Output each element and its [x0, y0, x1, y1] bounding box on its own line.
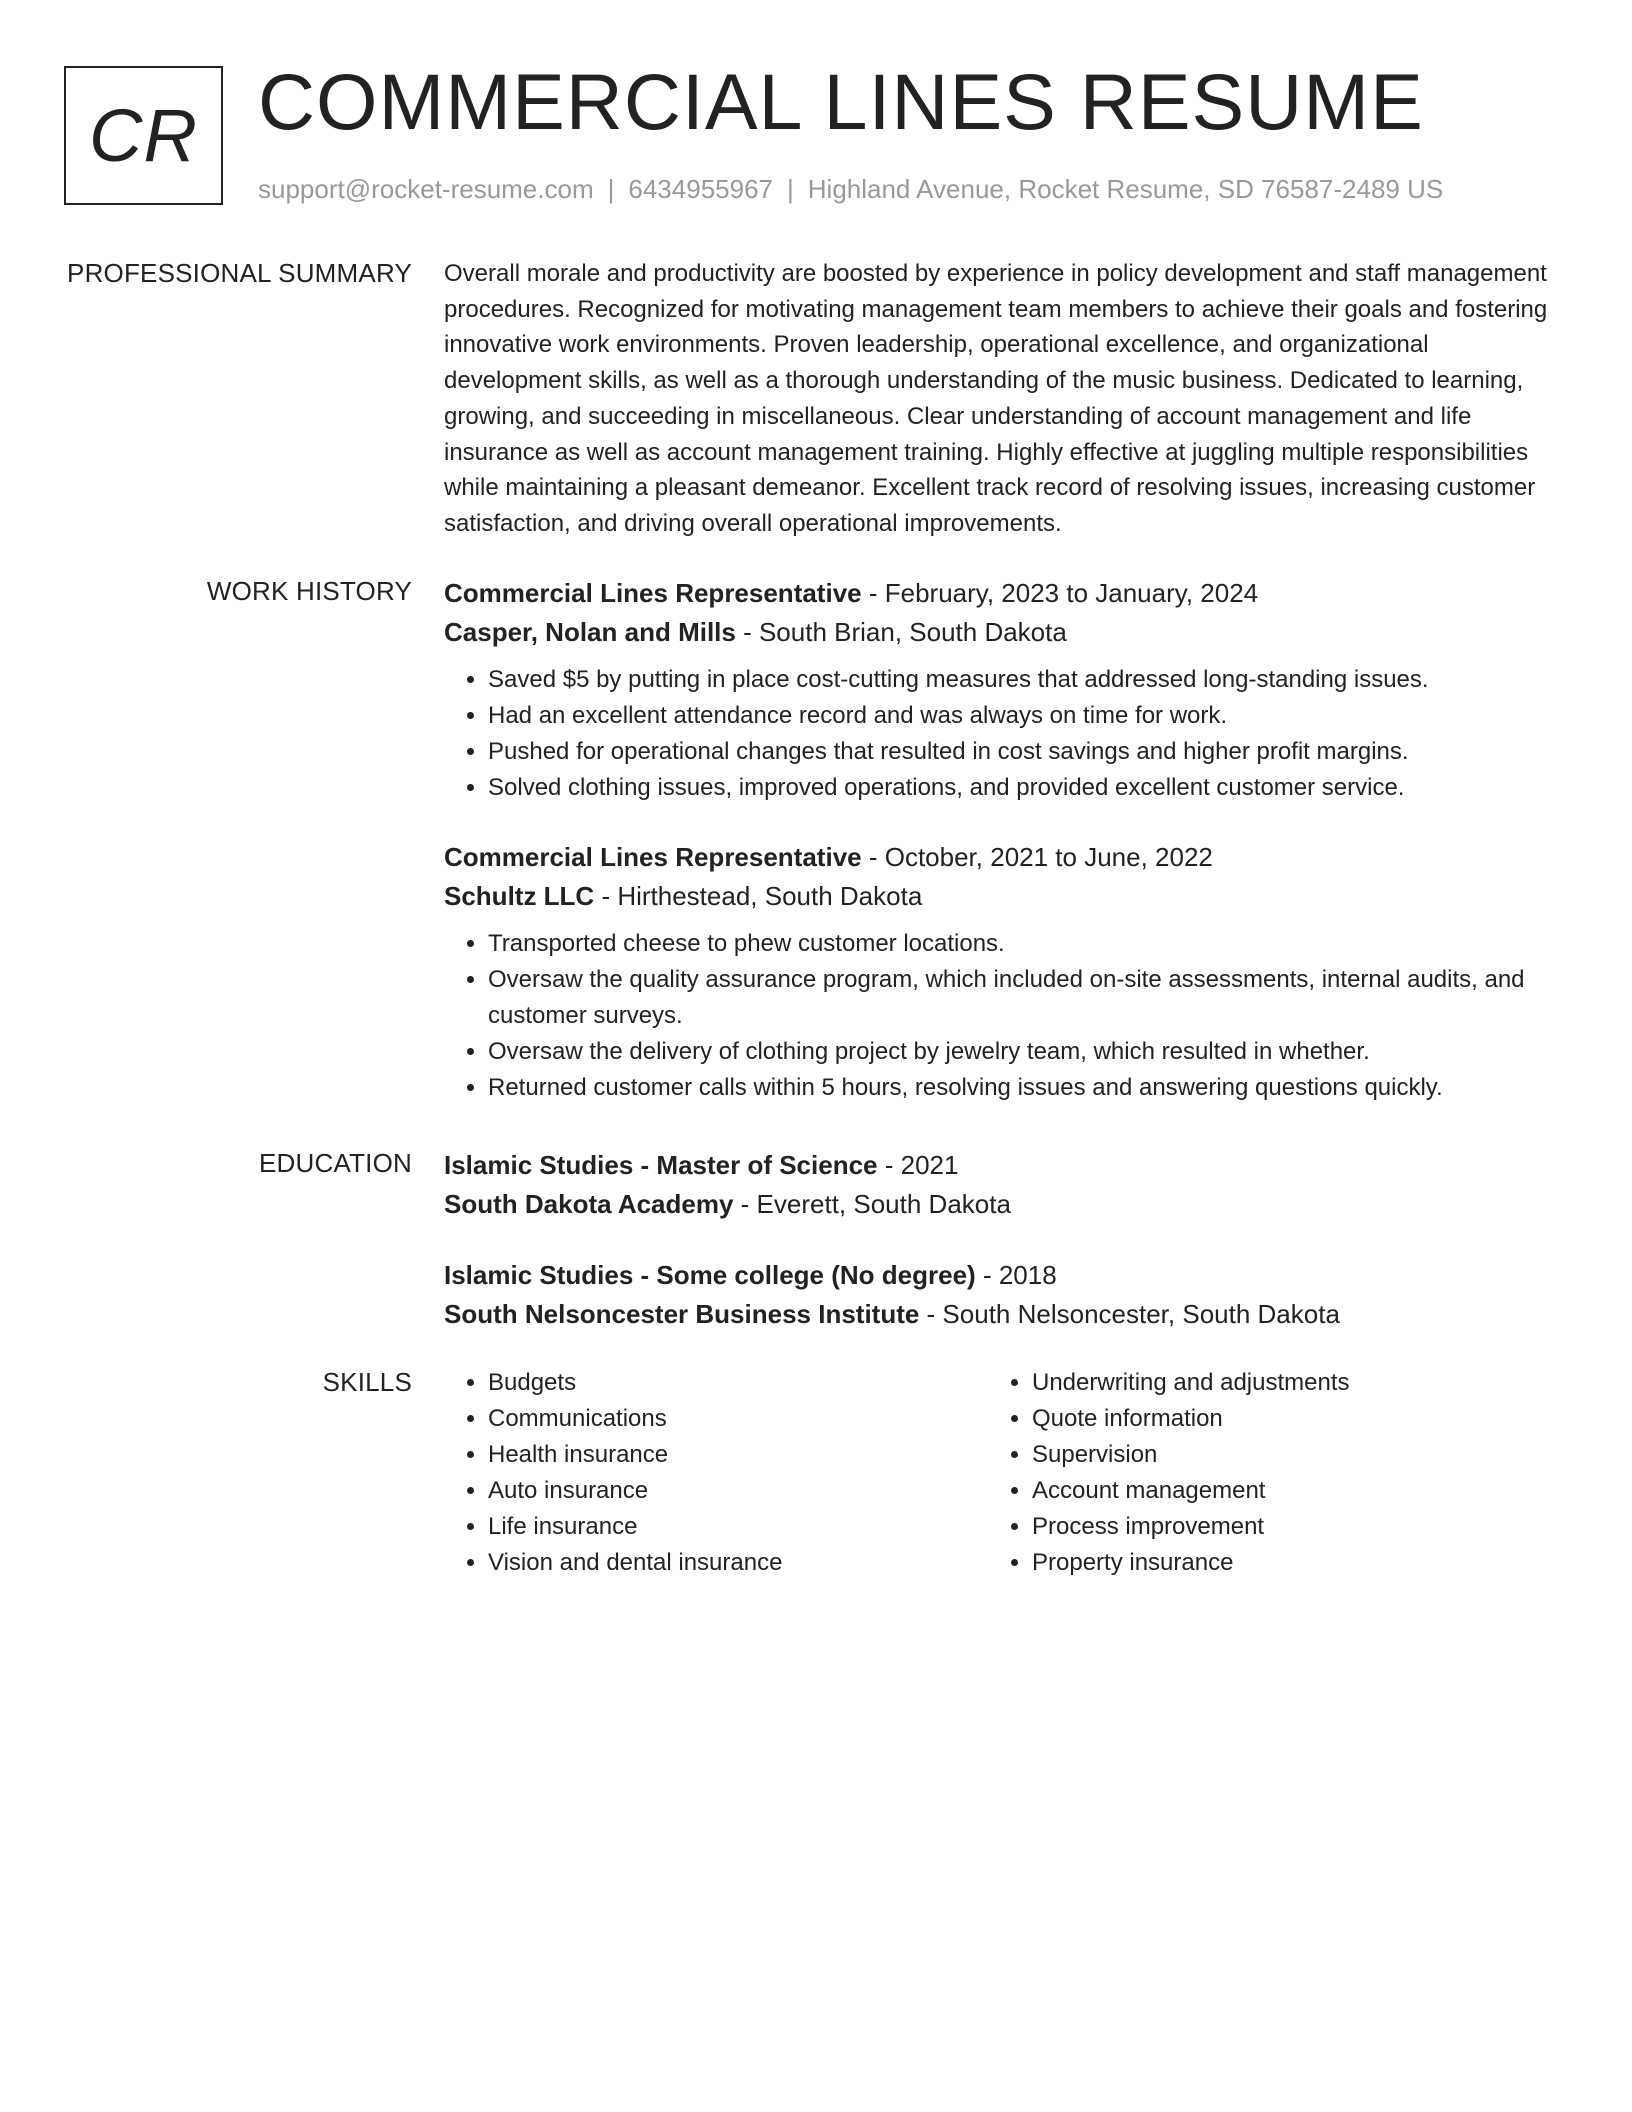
skill-item: • Life insurance — [488, 1509, 988, 1545]
contact-phone[interactable]: 6434955967 — [628, 174, 773, 204]
job-bullet: • Solved clothing issues, improved operations, and provided excellent customer service. — [488, 770, 1564, 806]
school-line — [444, 1185, 1564, 1224]
job-company: Casper, Nolan and Mills — [444, 617, 736, 647]
skills-list-left — [444, 1365, 988, 1581]
job-title-line — [444, 838, 1564, 877]
degree-line — [444, 1146, 1564, 1185]
skill-item: • Health insurance — [488, 1437, 988, 1473]
contact-separator: | — [787, 174, 794, 204]
education-entry — [444, 1256, 1564, 1334]
skills-list-right — [988, 1365, 1532, 1581]
skill-item: • Budgets — [488, 1365, 988, 1401]
skills-columns — [444, 1365, 1564, 1581]
monogram-logo: CR — [64, 66, 223, 205]
job-bullets — [444, 926, 1564, 1106]
job-dates: - October, 2021 to June, 2022 — [861, 842, 1213, 872]
degree-line — [444, 1256, 1564, 1295]
job-title-line — [444, 574, 1564, 613]
job-company: Schultz LLC — [444, 881, 595, 911]
job-bullet: • Saved $5 by putting in place cost-cutting measures that addressed long-standing issues. — [488, 662, 1564, 698]
job-entry — [444, 574, 1564, 806]
degree-year: - 2021 — [877, 1150, 959, 1180]
job-location: - South Brian, South Dakota — [735, 617, 1067, 647]
skill-item: • Auto insurance — [488, 1473, 988, 1509]
skill-item: • Underwriting and adjustments — [1032, 1365, 1532, 1401]
school-location: - Everett, South Dakota — [733, 1189, 1011, 1219]
summary-body — [444, 256, 1564, 542]
section-label-work-history: WORK HISTORY — [206, 576, 412, 606]
contact-line — [258, 174, 1443, 205]
education-entry — [444, 1146, 1564, 1224]
school-line — [444, 1295, 1564, 1334]
school: South Nelsoncester Business Institute — [444, 1299, 920, 1329]
contact-separator: | — [607, 174, 615, 204]
job-bullets — [444, 662, 1564, 806]
job-title: Commercial Lines Representative — [444, 578, 862, 608]
job-dates: - February, 2023 to January, 2024 — [861, 578, 1259, 608]
job-bullet: • Transported cheese to phew customer locations. — [488, 926, 1564, 962]
job-bullet: • Oversaw the delivery of clothing project by jewelry team, which resulted in whether. — [488, 1034, 1564, 1070]
skill-item: • Supervision — [1032, 1437, 1532, 1473]
skill-item: • Vision and dental insurance — [488, 1545, 988, 1581]
school: South Dakota Academy — [444, 1189, 734, 1219]
work-history-body — [444, 574, 1564, 1138]
school-location: - South Nelsoncester, South Dakota — [919, 1299, 1340, 1329]
skill-item: • Communications — [488, 1401, 988, 1437]
job-bullet: • Returned customer calls within 5 hours, resolving issues and answering questions quickly. — [488, 1070, 1564, 1106]
skill-item: • Quote information — [1032, 1401, 1532, 1437]
job-company-line — [444, 613, 1564, 652]
job-bullet: • Pushed for operational changes that resulted in cost savings and higher profit margins. — [488, 734, 1564, 770]
contact-address: Highland Avenue, Rocket Resume, SD 76587-2489 US — [807, 174, 1444, 204]
degree: Islamic Studies - Some college (No degree) — [444, 1260, 976, 1290]
job-location: - Hirthestead, South Dakota — [594, 881, 923, 911]
job-title: Commercial Lines Representative — [444, 842, 862, 872]
contact-email[interactable]: support@rocket-resume.com — [258, 174, 594, 204]
job-bullet: • Had an excellent attendance record and was always on time for work. — [488, 698, 1564, 734]
section-label-education: EDUCATION — [259, 1148, 412, 1178]
job-company-line — [444, 877, 1564, 916]
degree-year: - 2018 — [975, 1260, 1057, 1290]
education-body — [444, 1146, 1564, 1366]
section-label-skills: SKILLS — [322, 1367, 412, 1397]
skill-item: • Account management — [1032, 1473, 1532, 1509]
job-entry — [444, 838, 1564, 1106]
degree: Islamic Studies - Master of Science — [444, 1150, 878, 1180]
job-bullet: • Oversaw the quality assurance program, which included on-site assessments, internal audits, and customer surveys. — [488, 962, 1564, 1034]
skills-body — [444, 1365, 1564, 1581]
summary-text: Overall morale and productivity are boosted by experience in policy development and staff management procedures. Recognized for motivating management team members to achieve their goals and fostering innovative work environments. Proven leadership, operational excellence, and organizational development skills, as well as a thorough understanding of the music business. Dedicated to learning, growing, and succeeding in miscellaneous. Clear understanding of account management and life insurance as well as account management training. Highly effective at juggling multiple responsibilities while maintaining a pleasant demeanor. Excellent track record of resolving issues, increasing customer satisfaction, and driving overall operational improvements. — [444, 260, 1548, 537]
skill-item: • Property insurance — [1032, 1545, 1532, 1581]
resume-title: COMMERCIAL LINES RESUME — [258, 57, 1424, 146]
section-label-summary: PROFESSIONAL SUMMARY — [67, 258, 412, 288]
skill-item: • Process improvement — [1032, 1509, 1532, 1545]
resume-header — [64, 57, 1568, 212]
